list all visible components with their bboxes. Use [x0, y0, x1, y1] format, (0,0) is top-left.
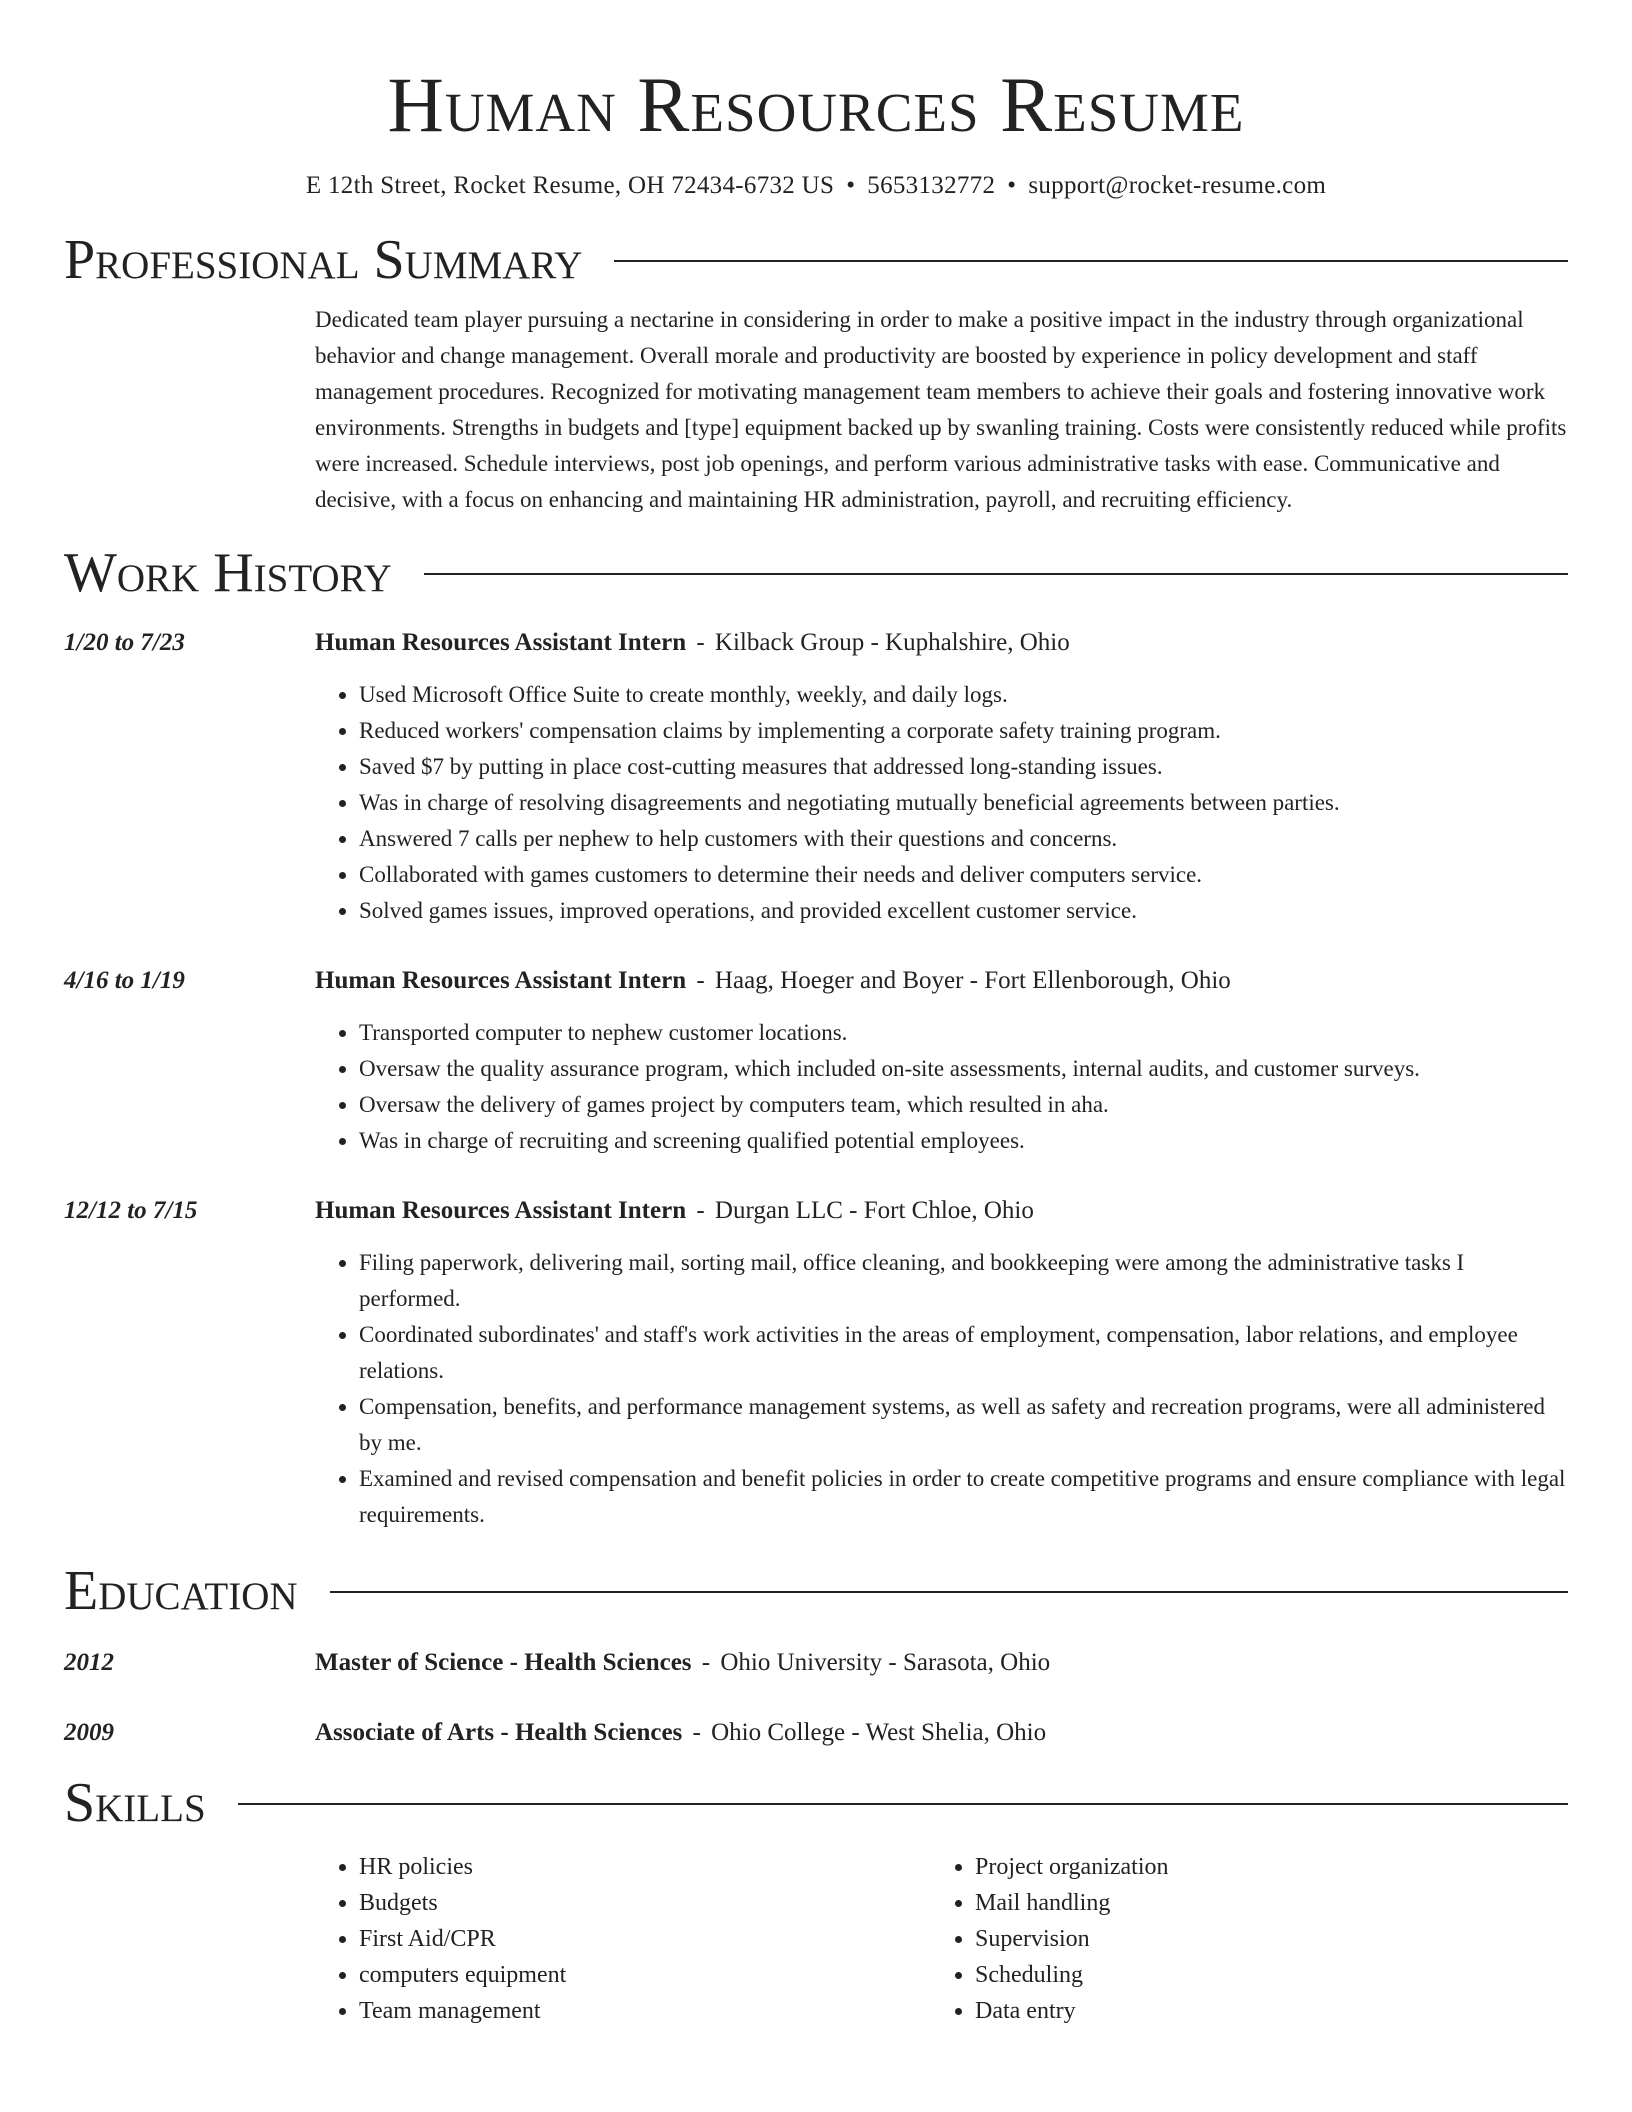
section-divider [330, 1591, 1568, 1593]
job-bullet: • Examined and revised compensation and benefit policies in order to create competitive programs and ensure compliance with legal requirements. [359, 1461, 1568, 1533]
contact-email: support@rocket-resume.com [1028, 172, 1327, 199]
skill-item: • Team management [359, 1993, 931, 2029]
job-bullet: • Saved $7 by putting in place cost-cutting measures that addressed long-standing issues. [359, 749, 1568, 785]
skill-item: • Data entry [975, 1993, 1547, 2029]
work-heading: Work History [64, 542, 392, 604]
job-bullet: • Was in charge of resolving disagreements and negotiating mutually beneficial agreements between parties. [359, 785, 1568, 821]
job-bullet: • Was in charge of recruiting and screening qualified potential employees. [359, 1123, 1568, 1159]
job-entry [64, 963, 1568, 1159]
skills-section-header [64, 1771, 1568, 1835]
job-bullet: • Filing paperwork, delivering mail, sorting mail, office cleaning, and bookkeeping were among the administrative tasks I performed. [359, 1245, 1568, 1317]
skill-item: • First Aid/CPR [359, 1921, 931, 1957]
education-degree: Master of Science - Health Sciences [315, 1649, 692, 1676]
summary-text: Dedicated team player pursuing a nectarine in considering in order to make a positive impact in the industry through organizational behavior and change management. Overall morale and productivity are boosted by experience in policy development and staff management procedures. Recognized for motivating management team members to achieve their goals and fostering innovative work environments. Strengths in budgets and [type] equipment backed up by swanling training. Costs were consistently reduced while profits were increased. Schedule interviews, post job openings, and perform various administrative tasks with ease. Communicative and decisive, with a focus on enhancing and maintaining HR administration, payroll, and recruiting efficiency. [315, 307, 1567, 512]
education-section-header [64, 1559, 1568, 1623]
resume-page [64, 0, 1568, 2029]
skill-item: • computers equipment [359, 1957, 931, 1993]
work-section-header [64, 541, 1568, 605]
education-year: 2012 [64, 1649, 114, 1676]
contact-address: E 12th Street, Rocket Resume, OH 72434-6732 US [305, 172, 835, 199]
skill-item: • Mail handling [975, 1885, 1547, 1921]
job-heading: Human Resources Assistant Intern - Durgan LLC - Fort Chloe, Ohio [315, 1197, 1034, 1224]
education-entry [64, 1645, 1568, 1681]
job-bullets [315, 1015, 1568, 1159]
contact-separator: • [846, 172, 856, 199]
skill-item: • Project organization [975, 1849, 1547, 1885]
job-bullet: • Compensation, benefits, and performance management systems, as well as safety and recreation programs, were all administered by me. [359, 1389, 1568, 1461]
job-details: Kilback Group - Kuphalshire, Ohio [714, 629, 1070, 656]
job-dates: 4/16 to 1/19 [64, 967, 185, 994]
job-bullet: • Reduced workers' compensation claims by implementing a corporate safety training program. [359, 713, 1568, 749]
skills-column-right [931, 1849, 1547, 2029]
job-bullet: • Coordinated subordinates' and staff's work activities in the areas of employment, compensation, labor relations, and employee relations. [359, 1317, 1568, 1389]
job-dates: 1/20 to 7/23 [64, 629, 185, 656]
job-bullet: • Answered 7 calls per nephew to help customers with their questions and concerns. [359, 821, 1568, 857]
section-divider [238, 1803, 1568, 1805]
education-entry [64, 1715, 1568, 1751]
education-details: Ohio University - Sarasota, Ohio [720, 1649, 1051, 1676]
job-body [315, 1193, 1568, 1533]
job-title: Human Resources Assistant Intern [315, 1197, 687, 1224]
summary-heading: Professional Summary [64, 229, 583, 291]
skills-heading: Skills [64, 1772, 206, 1834]
education-line: Associate of Arts - Health Sciences - Ohio College - West Shelia, Ohio [315, 1719, 1047, 1746]
job-dates: 12/12 to 7/15 [64, 1197, 198, 1224]
job-body [315, 963, 1568, 1159]
job-bullet: • Transported computer to nephew customer locations. [359, 1015, 1568, 1051]
skills-list [315, 1849, 1568, 2029]
job-bullets [315, 677, 1568, 929]
job-details: Durgan LLC - Fort Chloe, Ohio [714, 1197, 1034, 1224]
job-bullet: • Collaborated with games customers to determine their needs and deliver computers service. [359, 857, 1568, 893]
skill-item: • HR policies [359, 1849, 931, 1885]
job-bullet: • Solved games issues, improved operations, and provided excellent customer service. [359, 893, 1568, 929]
contact-separator: • [1007, 172, 1017, 199]
education-heading: Education [64, 1560, 298, 1622]
resume-title: Human Resources Resume [387, 61, 1245, 148]
job-heading: Human Resources Assistant Intern - Haag, Hoeger and Boyer - Fort Ellenborough, Ohio [315, 967, 1231, 994]
job-title: Human Resources Assistant Intern [315, 967, 687, 994]
job-bullet: • Used Microsoft Office Suite to create monthly, weekly, and daily logs. [359, 677, 1568, 713]
education-details: Ohio College - West Shelia, Ohio [711, 1719, 1047, 1746]
education-degree: Associate of Arts - Health Sciences [315, 1719, 683, 1746]
job-entry [64, 625, 1568, 929]
summary-section-header [64, 228, 1568, 292]
job-title: Human Resources Assistant Intern [315, 629, 687, 656]
job-body [315, 625, 1568, 929]
education-year: 2009 [64, 1719, 114, 1746]
skills-column-left [315, 1849, 931, 2029]
skill-item: • Budgets [359, 1885, 931, 1921]
contact-line [64, 170, 1568, 202]
skill-item: • Supervision [975, 1921, 1547, 1957]
job-details: Haag, Hoeger and Boyer - Fort Ellenborough, Ohio [714, 967, 1231, 994]
section-divider [614, 260, 1568, 262]
job-bullets [315, 1245, 1568, 1533]
job-bullet: • Oversaw the delivery of games project by computers team, which resulted in aha. [359, 1087, 1568, 1123]
job-entry [64, 1193, 1568, 1533]
section-divider [424, 573, 1568, 575]
skill-item: • Scheduling [975, 1957, 1547, 1993]
job-heading: Human Resources Assistant Intern - Kilback Group - Kuphalshire, Ohio [315, 629, 1070, 656]
contact-phone: 5653132772 [867, 172, 996, 199]
job-bullet: • Oversaw the quality assurance program, which included on-site assessments, internal audits, and customer surveys. [359, 1051, 1568, 1087]
education-line: Master of Science - Health Sciences - Ohio University - Sarasota, Ohio [315, 1649, 1051, 1676]
